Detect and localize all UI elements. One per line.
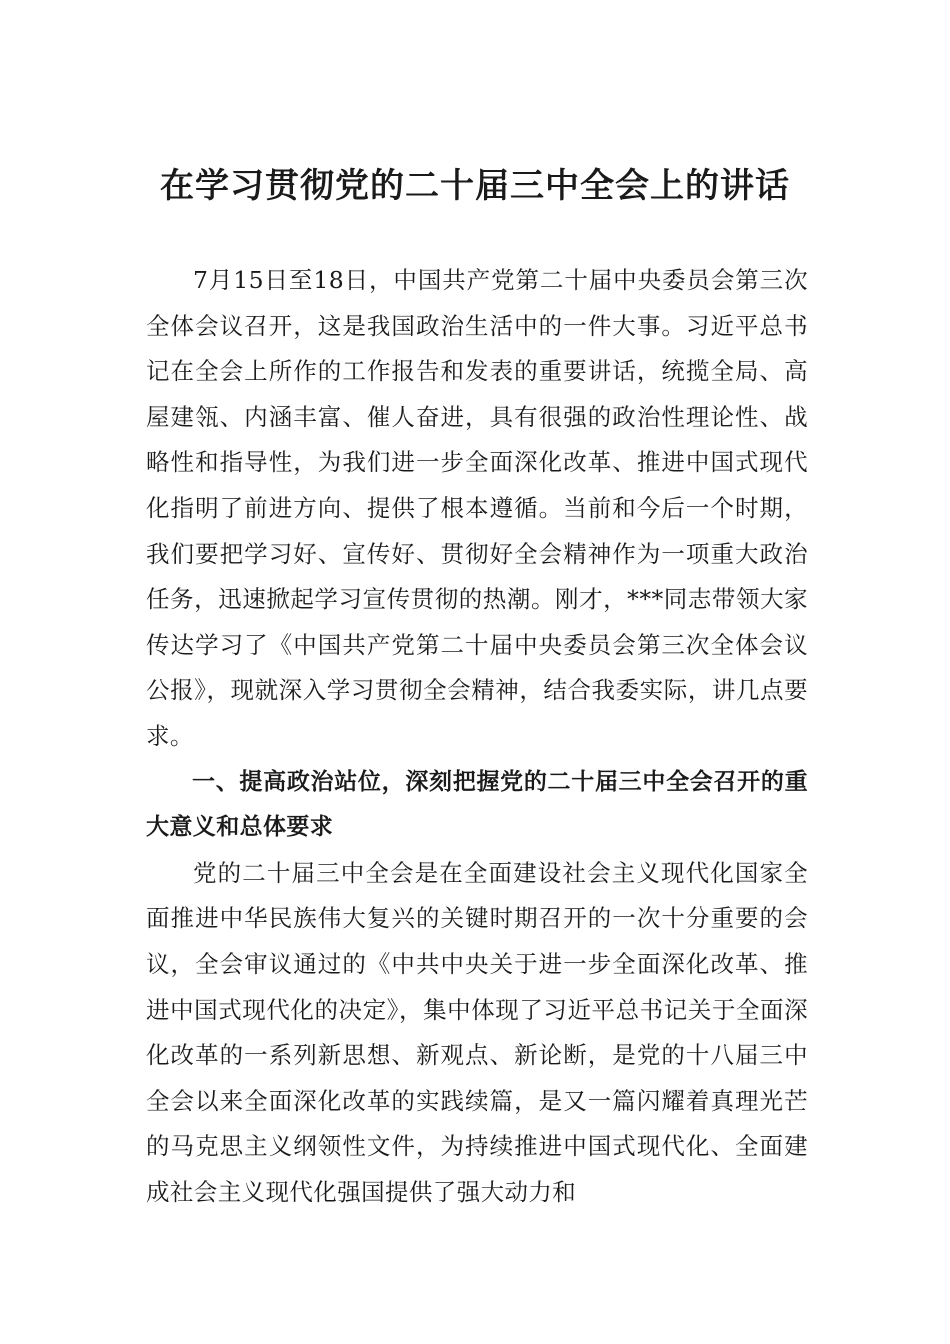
document-body — [146, 258, 808, 1215]
paragraph-intro: 7月15日至18日，中国共产党第二十届中央委员会第三次全体会议召开，这是我国政治生活中的一件大事。习近平总书记在全会上所作的工作报告和发表的重要讲话，统揽全局、高屋建瓴、内涵丰富、催人奋进，具有很强的政治性理论性、战略性和指导性，为我们进一步全面深化改革、推进中国式现代化指明了前进方向、提供了根本遵循。当前和今后一个时期，我们要把学习好、宣传好、贯彻好全会精神作为一项重大政治任务，迅速掀起学习宣传贯彻的热潮。刚才，***同志带领大家传达学习了《中国共产党第二十届中央委员会第三次全体会议公报》，现就深入学习贯彻全会精神，结合我委实际，讲几点要求。 — [146, 266, 808, 750]
section-heading-1: 一、提高政治站位，深刻把握党的二十届三中全会召开的重大意义和总体要求 — [146, 768, 808, 841]
paragraph-section-1: 党的二十届三中全会是在全面建设社会主义现代化国家全面推进中华民族伟大复兴的关键时期召开的一次十分重要的会议，全会审议通过的《中共中央关于进一步全面深化改革、推进中国式现代化的决定》，集中体现了习近平总书记关于全面深化改革的一系列新思想、新观点、新论断，是党的十八届三中全会以来全面深化改革的实践续篇，是又一篇闪耀着真理光芒的马克思主义纲领性文件，为持续推进中国式现代化、全面建成社会主义现代化强国提供了强大动力和 — [146, 858, 808, 1206]
document-title: 在学习贯彻党的二十届三中全会上的讲话 — [160, 166, 790, 206]
